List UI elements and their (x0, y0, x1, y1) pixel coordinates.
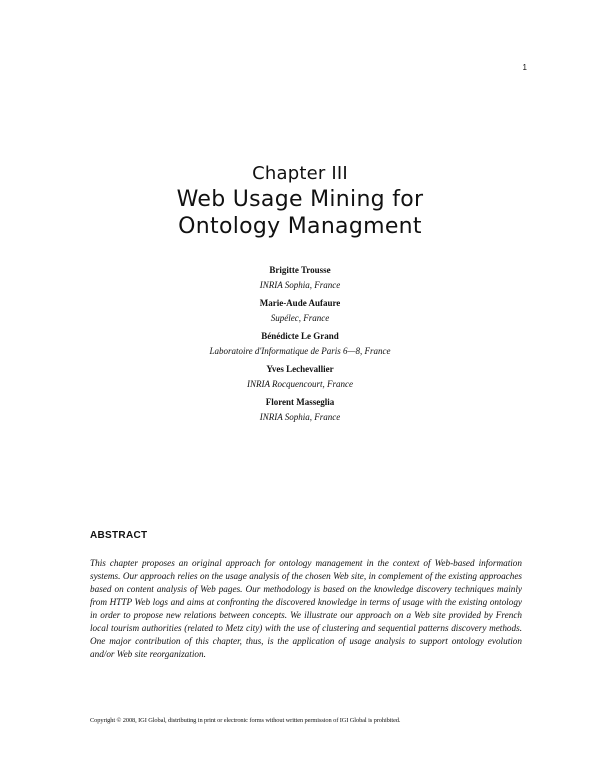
chapter-label: Chapter III (252, 163, 348, 184)
author-affiliation: INRIA Sophia, France (259, 412, 341, 422)
author-entry (0, 397, 600, 430)
author-name: Brigitte Trousse (269, 265, 331, 275)
author-affiliation: Laboratoire d'Informatique de Paris 6—8, France (209, 346, 391, 356)
page-number: 1 (522, 63, 527, 72)
author-entry (0, 331, 600, 364)
author-name: Marie-Aude Aufaure (259, 298, 341, 308)
abstract-heading: ABSTRACT (90, 530, 148, 541)
author-affiliation: Supélec, France (270, 313, 330, 323)
abstract-body: This chapter proposes an original approach for ontology management in the context of Web-based information systems. Our approach relies on the usage analysis of the chosen Web site, in complement of the existing approaches based on content analysis of Web pages. Our methodology is based on the knowledge discovery techniques mainly from HTTP Web logs and aims at confronting the discovered knowledge in terms of usage with the existing ontology in order to propose new relations between concepts. We illustrate our approach on a Web site provided by French local tourism authorities (related to Metz city) with the use of clustering and sequential patterns discovery methods. One major contribution of this chapter, thus, is the application of usage analysis to support ontology evolution and/or Web site reorganization. (90, 558, 522, 659)
author-name: Florent Masseglia (265, 397, 335, 407)
chapter-title-line-1: Web Usage Mining for (176, 187, 424, 212)
chapter-title (0, 186, 600, 240)
author-entry (0, 265, 600, 298)
author-affiliation: INRIA Sophia, France (259, 280, 341, 290)
copyright-notice: Copyright © 2008, IGI Global, distributing in print or electronic forms without written permission of IGI Global is prohibited. (90, 717, 401, 724)
chapter-title-line-2: Ontology Managment (178, 214, 422, 239)
author-name: Yves Lechevallier (266, 364, 334, 374)
author-entry (0, 364, 600, 397)
author-name: Bénédicte Le Grand (261, 331, 339, 341)
author-list (0, 265, 600, 430)
author-affiliation: INRIA Rocquencourt, France (246, 379, 354, 389)
author-entry (0, 298, 600, 331)
